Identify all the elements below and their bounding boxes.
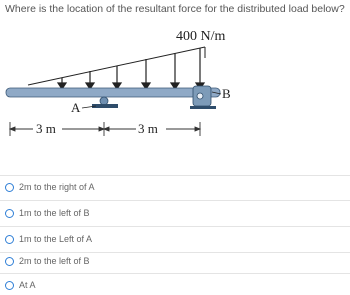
divider — [0, 200, 350, 201]
point-a-label: A — [71, 100, 81, 115]
option-4[interactable] — [5, 256, 90, 266]
option-label: 1m to the Left of A — [19, 234, 93, 244]
option-5[interactable] — [5, 280, 36, 290]
load-intensity-label: 400 N/m — [176, 29, 226, 44]
load-arrow — [171, 53, 179, 89]
load-arrow — [113, 66, 121, 89]
divider — [0, 226, 350, 227]
question-text: Where is the location of the resultant force for the distributed load below? — [5, 3, 345, 15]
dimension-left-label: 3 m — [36, 121, 56, 136]
dimension-right-label: 3 m — [138, 121, 158, 136]
radio-button[interactable] — [5, 209, 14, 218]
point-b-label: B — [222, 86, 231, 101]
option-label: 2m to the right of A — [19, 182, 95, 192]
option-1[interactable] — [5, 182, 95, 192]
option-label: 2m to the left of B — [19, 256, 90, 266]
option-3[interactable] — [5, 234, 92, 244]
divider — [0, 252, 350, 253]
beam — [6, 88, 220, 97]
divider — [0, 175, 350, 176]
load-arrows — [58, 48, 204, 89]
option-label: 1m to the left of B — [19, 208, 90, 218]
option-label: At A — [19, 280, 36, 290]
load-arrow — [196, 48, 204, 89]
load-arrow — [86, 71, 94, 89]
radio-button[interactable] — [5, 183, 14, 192]
load-arrow — [142, 59, 150, 89]
radio-button[interactable] — [5, 281, 14, 290]
radio-button[interactable] — [5, 257, 14, 266]
divider — [0, 273, 350, 274]
load-arrow — [58, 78, 66, 89]
radio-button[interactable] — [5, 235, 14, 244]
option-2[interactable] — [5, 208, 90, 218]
